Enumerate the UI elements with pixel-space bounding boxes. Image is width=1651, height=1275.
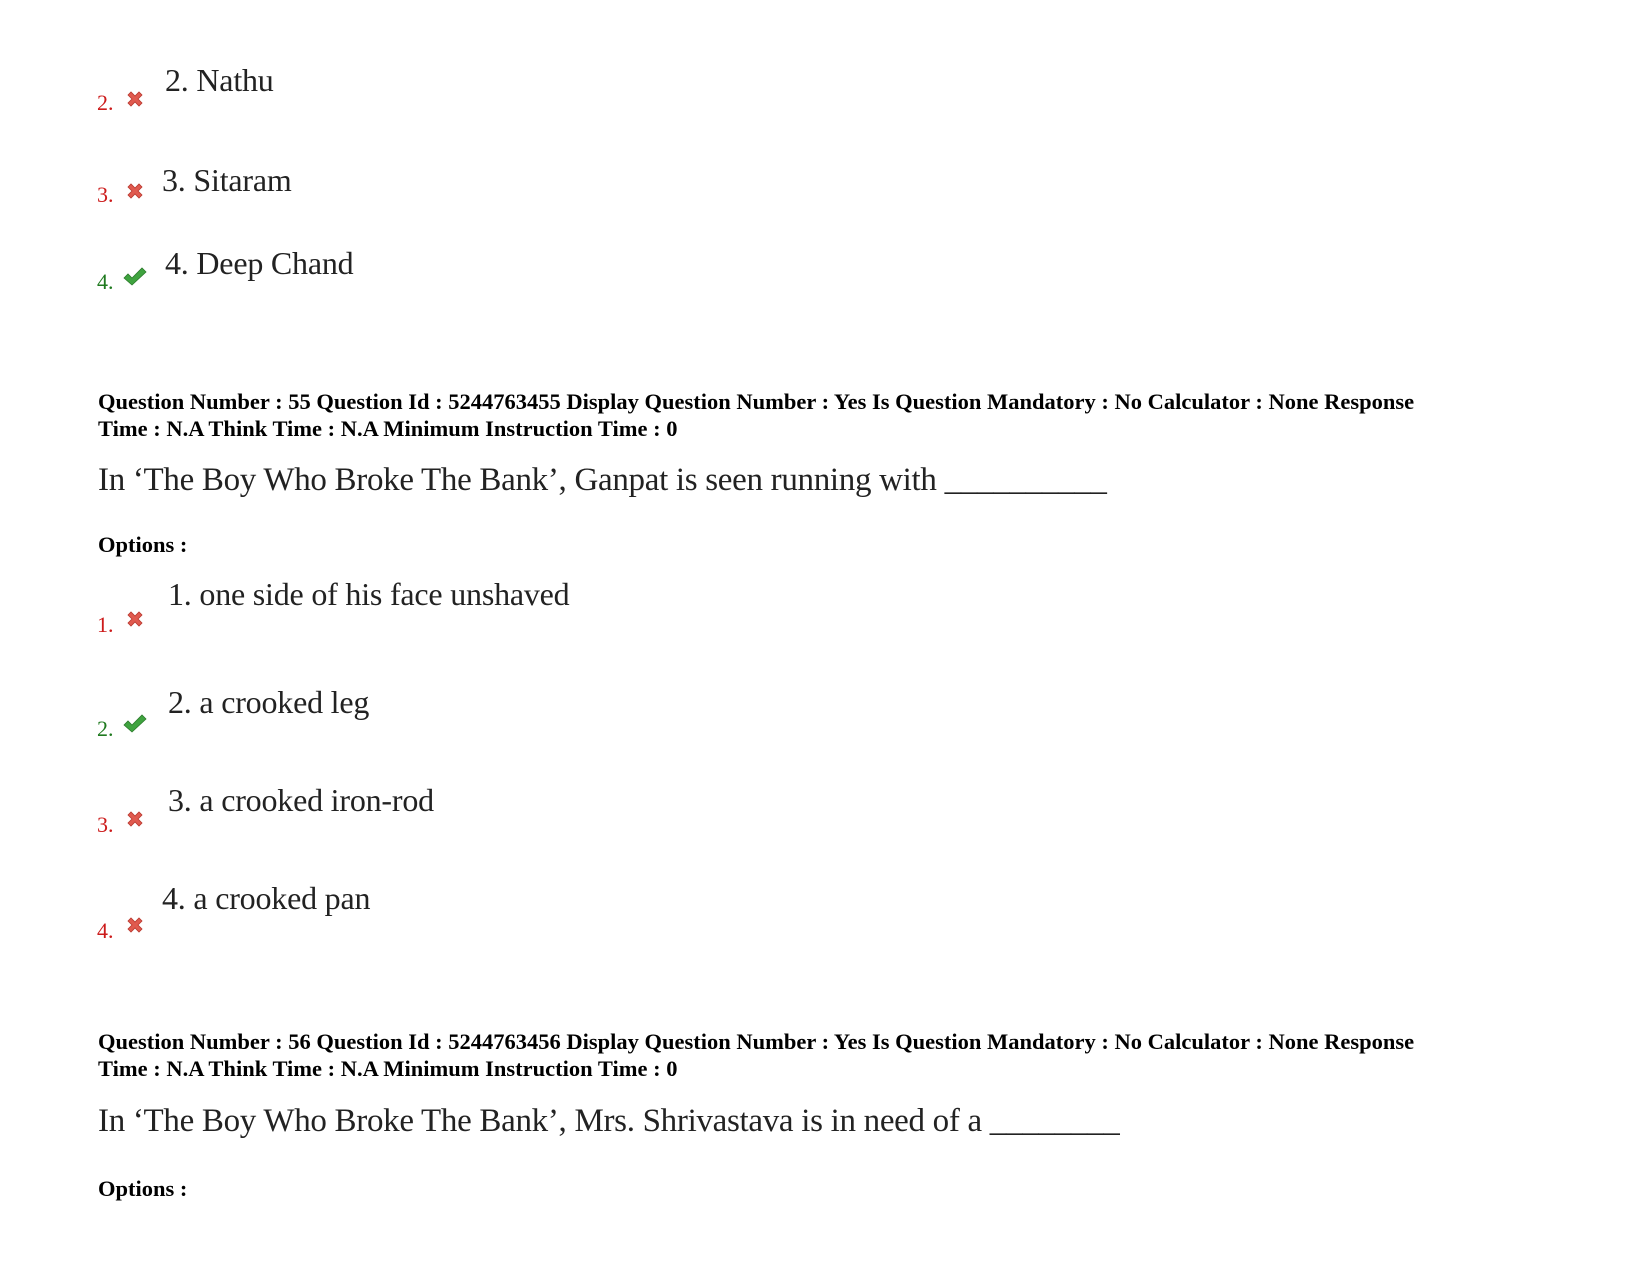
option-text: 2. Nathu (165, 62, 274, 98)
cross-icon (124, 608, 146, 630)
question-56-meta (98, 1028, 1578, 1082)
cross-icon (124, 88, 146, 110)
option-number: 4. (97, 269, 114, 294)
option-number: 4. (97, 918, 114, 943)
check-icon (122, 266, 148, 288)
option-text: 3. a crooked iron-rod (168, 782, 434, 818)
q55-option-2 (0, 680, 1651, 740)
meta-line-2: Time : N.A Think Time : N.A Minimum Instruction Time : 0 (98, 416, 678, 441)
option-number: 2. (97, 90, 114, 115)
q55-option-1 (0, 570, 1651, 637)
option-number: 3. (97, 182, 114, 207)
question-55-text: In ‘The Boy Who Broke The Bank’, Ganpat is seen running with __________ (98, 462, 1107, 498)
check-icon (122, 713, 148, 735)
option-number: 1. (97, 612, 114, 637)
option-text: 2. a crooked leg (168, 684, 370, 720)
question-56-text: In ‘The Boy Who Broke The Bank’, Mrs. Shrivastava is in need of a ________ (98, 1103, 1120, 1139)
option-number: 2. (97, 716, 114, 741)
option-text: 4. Deep Chand (165, 245, 354, 281)
option-text: 1. one side of his face unshaved (168, 576, 570, 612)
option-text: 4. a crooked pan (162, 880, 371, 916)
cross-icon (124, 808, 146, 830)
question-55-options-label: Options : (98, 532, 188, 557)
question-56-options-label: Options : (98, 1176, 188, 1201)
prev-option-2 (0, 60, 1651, 120)
meta-line-1: Question Number : 55 Question Id : 5244763455 Display Question Number : Yes Is Question Mandatory : No Calculator : None Response (98, 389, 1415, 414)
meta-line-1: Question Number : 56 Question Id : 5244763456 Display Question Number : Yes Is Question Mandatory : No Calculator : None Response (98, 1029, 1415, 1054)
q55-option-4 (0, 878, 1651, 943)
cross-icon (124, 914, 146, 936)
option-text: 3. Sitaram (162, 162, 292, 198)
meta-line-2: Time : N.A Think Time : N.A Minimum Instruction Time : 0 (98, 1056, 678, 1081)
option-number: 3. (97, 812, 114, 837)
question-55-meta (98, 388, 1578, 442)
prev-option-4 (0, 245, 1651, 305)
cross-icon (124, 180, 146, 202)
prev-option-3 (0, 160, 1651, 220)
q55-option-3 (0, 780, 1651, 840)
